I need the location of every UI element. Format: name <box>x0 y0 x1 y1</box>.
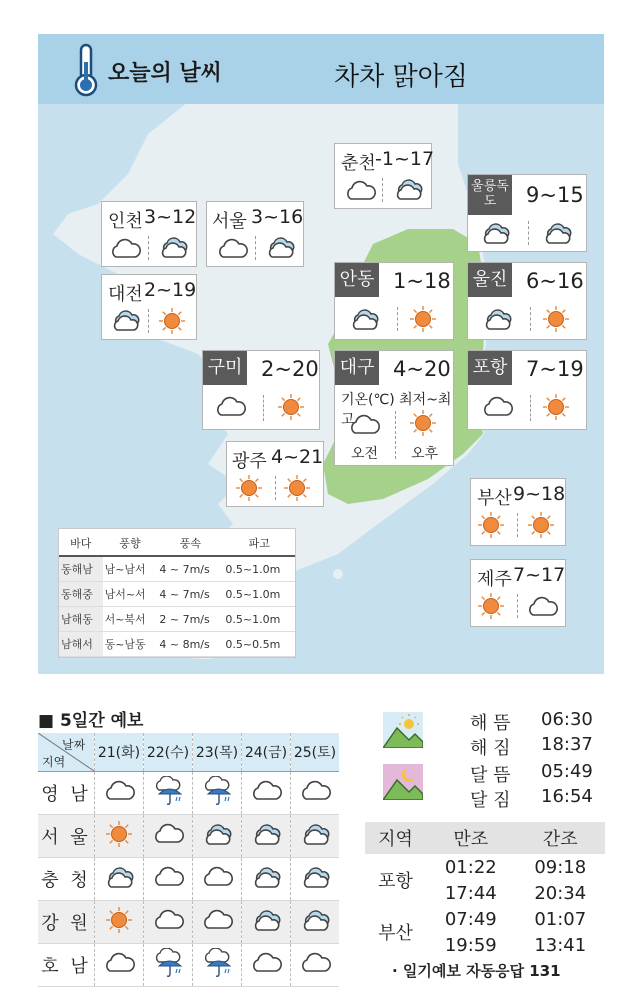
cloud-icon <box>298 779 332 803</box>
forecast-table <box>38 733 339 987</box>
sun-icon <box>409 305 437 333</box>
wind-direction: 남~남서 <box>103 556 158 582</box>
low-tide: 09:18 <box>534 856 587 878</box>
table-row <box>38 901 339 944</box>
forecast-corner <box>38 733 95 772</box>
forecast-region: 충 청 <box>38 858 95 901</box>
city-card-pohang <box>467 350 587 430</box>
wave-height: 0.5~1.0m <box>223 556 295 582</box>
sea-header: 바다 <box>59 529 103 556</box>
partly-cloud-icon <box>540 221 574 245</box>
low-tide: 01:07 <box>534 908 587 930</box>
city-temp: 1~18 <box>393 269 451 293</box>
partly-cloud-icon <box>478 221 512 245</box>
page-title: 오늘의 날씨 <box>108 61 222 86</box>
sun-icon <box>477 511 505 539</box>
city-tag: 대구 <box>335 351 379 385</box>
city-card-uljin <box>467 262 587 340</box>
city-card-chuncheon <box>334 143 435 209</box>
partly-cloud-icon <box>249 865 283 889</box>
cloud-icon <box>525 595 559 617</box>
city-temp: 6~16 <box>526 269 584 293</box>
table-row <box>59 607 295 632</box>
sea-header: 풍향 <box>103 529 158 556</box>
city-tag: 울릉독도 <box>468 175 512 215</box>
headline: 차차 맑아짐 <box>334 62 468 92</box>
partly-cloud-icon <box>249 908 283 932</box>
partly-cloud-icon <box>480 307 514 331</box>
rain-icon <box>200 948 234 978</box>
cloud-icon <box>151 865 185 889</box>
sea-area: 동해남 <box>59 556 103 582</box>
partly-cloud-icon <box>102 865 136 889</box>
forecast-date: 25(토) <box>291 733 340 772</box>
sea-header: 풍속 <box>157 529 223 556</box>
cloud-icon <box>102 951 136 975</box>
sun-icon <box>477 592 505 620</box>
partly-cloud-icon <box>391 177 425 201</box>
city-card-seoul <box>206 201 304 267</box>
forecast-region: 강 원 <box>38 901 95 944</box>
sunrise-label: 해 뜸 <box>470 713 511 734</box>
city-temp: 2~19 <box>144 279 197 301</box>
wind-direction: 남서~서 <box>103 582 158 607</box>
forecast-date: 22(수) <box>144 733 193 772</box>
sun-icon <box>542 305 570 333</box>
sea-header: 파고 <box>223 529 295 556</box>
sun-icon <box>283 474 311 502</box>
city-temp: 4~20 <box>393 357 451 381</box>
city-temp: -1~17 <box>375 148 435 170</box>
legend-pm: 오후 <box>411 446 439 462</box>
city-temp: 9~18 <box>513 483 566 505</box>
partly-cloud-icon <box>249 822 283 846</box>
forecast-date: 23(목) <box>193 733 242 772</box>
city-temp: 3~12 <box>144 206 197 228</box>
sun-icon <box>527 511 555 539</box>
tide-table <box>365 822 605 958</box>
city-tag: 포항 <box>468 351 512 385</box>
sun-icon <box>158 307 186 335</box>
city-name: 인천 <box>108 211 143 232</box>
cloud-icon <box>151 908 185 932</box>
partly-cloud-icon <box>298 865 332 889</box>
partly-cloud-icon <box>156 235 190 259</box>
moonrise-icon <box>383 764 423 800</box>
city-card-daejeon <box>101 274 197 340</box>
tide-region: 포항 <box>378 871 413 892</box>
wind-direction: 서~북서 <box>103 607 158 632</box>
city-name: 부산 <box>477 488 512 509</box>
city-card-jeju <box>470 559 566 627</box>
sunrise-icon <box>383 712 423 748</box>
moonrise-time: 05:49 <box>541 761 593 782</box>
cloud-icon <box>215 237 249 259</box>
cloud-icon <box>480 395 514 417</box>
forecast-region: 영 남 <box>38 772 95 815</box>
wind-direction: 동~남동 <box>103 632 158 657</box>
cloud-icon <box>249 951 283 975</box>
table-row <box>59 582 295 607</box>
city-name: 춘천 <box>341 153 376 174</box>
city-tag: 안동 <box>335 263 379 297</box>
city-name: 광주 <box>232 451 267 472</box>
partly-cloud-icon <box>298 908 332 932</box>
cloud-icon <box>249 779 283 803</box>
moonset-time: 16:54 <box>541 786 593 807</box>
city-card-daegu <box>334 350 454 466</box>
partly-cloud-icon <box>200 822 234 846</box>
low-tide: 13:41 <box>534 934 587 956</box>
city-name: 제주 <box>477 569 512 590</box>
table-row <box>38 772 339 815</box>
sun-icon <box>235 474 263 502</box>
sea-area: 남해동 <box>59 607 103 632</box>
partly-cloud-icon <box>298 822 332 846</box>
city-tag: 구미 <box>203 351 247 385</box>
high-tide: 01:22 <box>444 856 497 878</box>
table-row <box>365 854 605 880</box>
sea-area: 남해서 <box>59 632 103 657</box>
table-row <box>365 906 605 932</box>
table-row <box>38 858 339 901</box>
partly-cloud-icon <box>108 308 142 332</box>
tide-region: 부산 <box>378 923 413 944</box>
city-card-busan <box>470 478 566 546</box>
table-row <box>38 944 339 987</box>
thermometer-icon <box>72 42 100 98</box>
low-tide: 20:34 <box>534 882 587 904</box>
cloud-icon <box>347 413 381 435</box>
city-name: 서울 <box>212 211 247 232</box>
table-row <box>38 815 339 858</box>
forecast-region: 호 남 <box>38 944 95 987</box>
sun-icon <box>542 393 570 421</box>
forecast-date: 24(금) <box>242 733 291 772</box>
moonrise-label: 달 뜸 <box>470 765 511 786</box>
legend-caption: 기온(℃) 최저~최고 <box>341 392 452 428</box>
rain-icon <box>200 776 234 806</box>
city-temp: 3~16 <box>251 206 304 228</box>
cloud-icon <box>200 908 234 932</box>
city-card-ulleung-dokdo <box>467 174 587 252</box>
cloud-icon <box>298 951 332 975</box>
forecast-region: 서 울 <box>38 815 95 858</box>
city-card-gwangju <box>226 441 324 507</box>
legend-am: 오전 <box>351 446 379 462</box>
sea-conditions-table <box>58 528 296 658</box>
cloud-icon <box>200 865 234 889</box>
city-card-andong <box>334 262 454 340</box>
wave-height: 0.5~1.0m <box>223 582 295 607</box>
forecast-date: 21(화) <box>95 733 144 772</box>
table-row <box>59 556 295 582</box>
cloud-icon <box>151 822 185 846</box>
city-temp: 4~21 <box>271 446 324 468</box>
cloud-icon <box>343 179 377 201</box>
sun-icon <box>104 819 134 849</box>
corner-region-label: 지역 <box>42 755 66 769</box>
city-card-incheon <box>101 201 197 267</box>
wind-speed: 4 ~ 7m/s <box>157 582 223 607</box>
footer-hotline: · 일기예보 자동응답 131 <box>392 962 561 980</box>
city-temp: 9~15 <box>526 183 584 207</box>
wave-height: 0.5~0.5m <box>223 632 295 657</box>
city-temp: 2~20 <box>261 357 319 381</box>
rain-icon <box>151 776 185 806</box>
sun-icon <box>277 393 305 421</box>
tide-header: 지역 <box>365 822 426 854</box>
high-tide: 17:44 <box>444 882 497 904</box>
high-tide: 07:49 <box>444 908 497 930</box>
cloud-icon <box>108 237 142 259</box>
wave-height: 0.5~1.0m <box>223 607 295 632</box>
sunset-time: 18:37 <box>541 734 593 755</box>
city-temp: 7~19 <box>526 357 584 381</box>
city-tag: 울진 <box>468 263 512 297</box>
sea-area: 동해중 <box>59 582 103 607</box>
sun-icon <box>409 409 437 437</box>
sun-icon <box>104 905 134 935</box>
city-name: 대전 <box>108 284 143 305</box>
partly-cloud-icon <box>263 235 297 259</box>
rain-icon <box>151 948 185 978</box>
city-card-gumi <box>202 350 320 430</box>
moonset-label: 달 짐 <box>470 790 511 811</box>
table-row <box>59 632 295 657</box>
wind-speed: 4 ~ 8m/s <box>157 632 223 657</box>
wind-speed: 2 ~ 7m/s <box>157 607 223 632</box>
city-temp: 7~17 <box>513 564 566 586</box>
cloud-icon <box>102 779 136 803</box>
sunset-label: 해 짐 <box>470 738 511 759</box>
sunrise-time: 06:30 <box>541 709 593 730</box>
wind-speed: 4 ~ 7m/s <box>157 556 223 582</box>
partly-cloud-icon <box>347 307 381 331</box>
tide-header: 만조 <box>426 822 515 854</box>
forecast-title: ■ 5일간 예보 <box>38 711 144 731</box>
high-tide: 19:59 <box>444 934 497 956</box>
tide-header: 간조 <box>516 822 605 854</box>
cloud-icon <box>213 395 247 417</box>
corner-date-label: 날짜 <box>62 738 86 752</box>
